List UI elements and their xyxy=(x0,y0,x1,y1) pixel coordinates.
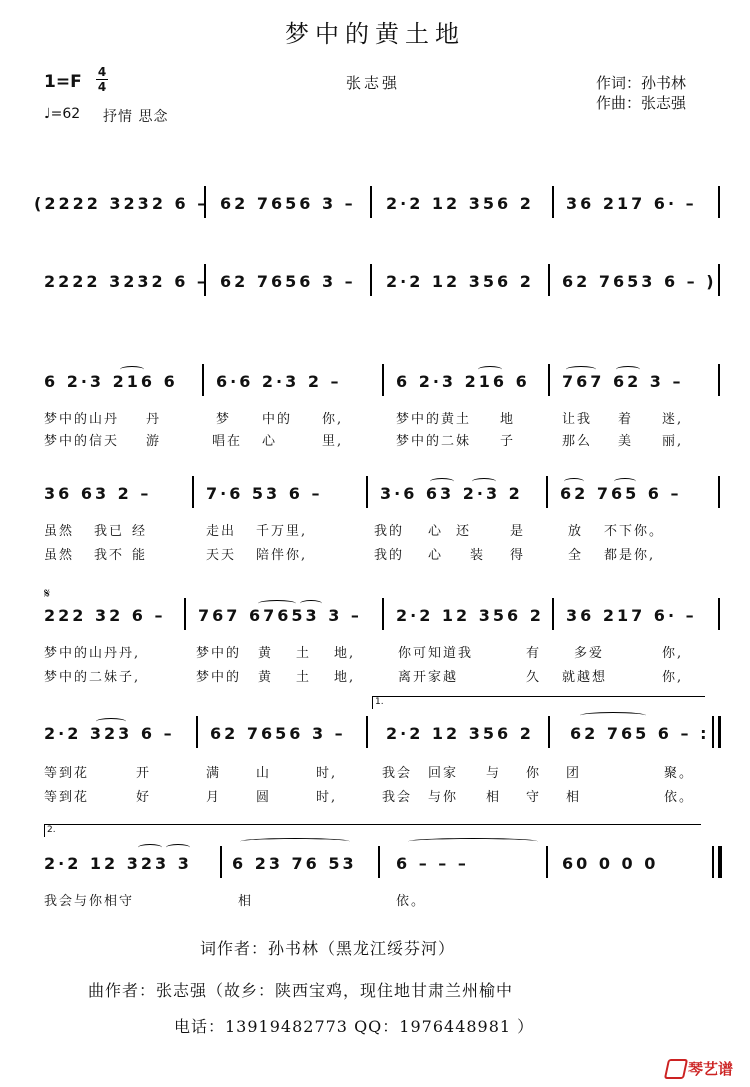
lyric-word: 走出 xyxy=(206,524,237,539)
barline xyxy=(204,186,206,218)
lyric-word: 梦中的二妹 xyxy=(396,434,472,449)
score-row-4 xyxy=(0,476,750,516)
barline xyxy=(718,598,720,630)
barline xyxy=(552,598,554,630)
time-signature xyxy=(96,66,108,93)
lyric-word: 好 xyxy=(136,790,152,805)
measure: 2·2 12 356 2 xyxy=(386,272,534,291)
lyric-word: 梦中的山丹 xyxy=(44,412,120,427)
lyric-word: 心 xyxy=(428,548,444,563)
lyric-word: 等到花 xyxy=(44,766,90,781)
lyric-word: 天天 xyxy=(206,548,237,563)
lyric-word: 得 xyxy=(510,548,526,563)
lyric-word: 虽然 xyxy=(44,524,75,539)
measure: 6 – – – xyxy=(396,854,469,873)
lyric-word: 梦中的山丹丹, xyxy=(44,646,141,661)
measure: 62 7656 3 – xyxy=(210,724,346,743)
lyric-word: 是 xyxy=(510,524,526,539)
barline xyxy=(366,716,368,748)
barline xyxy=(378,846,380,878)
logo-text: 琴艺谱 xyxy=(688,1060,734,1078)
lyric-word: 丽, xyxy=(662,434,684,449)
lyric-word: 地 xyxy=(500,412,516,427)
lyric-word: 丹 xyxy=(146,412,162,427)
measure: 6 2·3 216 6 xyxy=(44,372,178,391)
site-logo xyxy=(666,1057,738,1079)
lyric-word: 装 xyxy=(470,548,486,563)
lyric-word: 千万里, xyxy=(256,524,308,539)
barline xyxy=(546,846,548,878)
lyric-word: 中的 xyxy=(262,412,293,427)
measure: 62 765 6 – xyxy=(560,484,682,503)
slur-mark xyxy=(138,844,162,851)
barline xyxy=(718,846,722,878)
measure: 2222 3232 6 – xyxy=(44,272,208,291)
lyric-word: 回家 xyxy=(428,766,459,781)
lyric-word: 地, xyxy=(334,646,356,661)
lyric-word: 与 xyxy=(486,766,502,781)
measure: 222 32 6 – xyxy=(44,606,166,625)
barline xyxy=(184,598,186,630)
lyric-word: 让我 xyxy=(562,412,593,427)
barline xyxy=(192,476,194,508)
lyric-word: 依。 xyxy=(664,790,695,805)
lyric-word: 依。 xyxy=(396,894,427,909)
lyric-word: 月 xyxy=(206,790,222,805)
lyric-word: 还 xyxy=(456,524,472,539)
lyric-word: 时, xyxy=(316,790,338,805)
lyric-word: 我会 xyxy=(382,790,413,805)
volta-first-ending: 1. xyxy=(372,696,705,709)
measure: 62 7656 3 – xyxy=(220,194,356,213)
barline xyxy=(718,716,721,748)
lyric-word: 土 xyxy=(296,670,312,685)
score-row-3 xyxy=(0,364,750,404)
lyric-word: 唱在 xyxy=(212,434,243,449)
mood-mark: 抒情 思念 xyxy=(103,109,169,125)
lyric-word: 全 xyxy=(568,548,584,563)
lyric-word: 心 xyxy=(262,434,278,449)
barline xyxy=(548,364,550,396)
lyric-word: 美 xyxy=(618,434,634,449)
lyric-word: 里, xyxy=(322,434,344,449)
measure: 62 765 6 – : xyxy=(570,724,710,743)
lyric-word: 久 xyxy=(526,670,542,685)
lyric-word: 有 xyxy=(526,646,542,661)
lyric-word: 你, xyxy=(662,646,684,661)
measure: 2·2 12 323 3 xyxy=(44,854,192,873)
lyric-word: 黄 xyxy=(258,646,274,661)
measure: (2222 3232 6 – xyxy=(34,194,209,213)
lyric-word: 等到花 xyxy=(44,790,90,805)
tempo-mark: ♩=62 xyxy=(44,106,81,122)
score-row-5 xyxy=(0,598,750,638)
score-row-2 xyxy=(0,264,750,304)
composer-info: 曲作者：张志强（故乡：陕西宝鸡，现住地甘肃兰州榆中 xyxy=(88,981,514,1000)
measure: 2·2 12 356 2 xyxy=(386,724,534,743)
lyric-word: 梦中的 xyxy=(196,646,242,661)
lyric-word: 游 xyxy=(146,434,162,449)
barline xyxy=(370,186,372,218)
score-row-7 xyxy=(0,846,750,886)
barline xyxy=(204,264,206,296)
barline xyxy=(366,476,368,508)
lyric-word: 团 xyxy=(566,766,582,781)
barline xyxy=(382,598,384,630)
barline xyxy=(548,716,550,748)
measure: 2·2 323 6 – xyxy=(44,724,175,743)
measure: 36 217 6· – xyxy=(566,194,697,213)
barline xyxy=(196,716,198,748)
lyric-word: 心 xyxy=(428,524,444,539)
lyric-word: 不下你。 xyxy=(604,524,665,539)
measure: 2·2 12 356 2 xyxy=(396,606,544,625)
time-sig-bottom: 4 xyxy=(97,80,107,94)
lyric-word: 梦中的 xyxy=(196,670,242,685)
lyric-word: 时, xyxy=(316,766,338,781)
lyric-word: 黄 xyxy=(258,670,274,685)
lyric-word: 相 xyxy=(238,894,254,909)
lyric-word: 能 xyxy=(132,548,148,563)
lyric-word: 离开家越 xyxy=(398,670,459,685)
measure: 7·6 53 6 – xyxy=(206,484,323,503)
barline xyxy=(202,364,204,396)
measure: 62 7653 6 – ) xyxy=(562,272,717,291)
measure: 767 67653 3 – xyxy=(198,606,362,625)
contact-info: 电话：13919482773 QQ：1976448981 ） xyxy=(174,1017,535,1036)
lyric-word: 迷, xyxy=(662,412,684,427)
volta-second-ending: 2. xyxy=(44,824,701,837)
lyric-word: 陪伴你, xyxy=(256,548,308,563)
lyric-word: 虽然 xyxy=(44,548,75,563)
measure: 6·6 2·3 2 – xyxy=(216,372,342,391)
barline xyxy=(370,264,372,296)
lyric-word: 我的 xyxy=(374,548,405,563)
lyric-word: 梦中的黄土 xyxy=(396,412,472,427)
lyric-word: 相 xyxy=(486,790,502,805)
barline xyxy=(718,476,720,508)
lyric-word: 放 xyxy=(568,524,584,539)
lyric-word: 都是你, xyxy=(604,548,656,563)
song-title: 梦中的黄土地 xyxy=(285,20,465,48)
lyric-word: 满 xyxy=(206,766,222,781)
measure: 62 7656 3 – xyxy=(220,272,356,291)
lyric-word: 经 xyxy=(132,524,148,539)
composer-credit: 作曲：张志强 xyxy=(596,94,687,112)
barline xyxy=(220,846,222,878)
measure: 6 23 76 53 xyxy=(232,854,357,873)
lyric-word: 相 xyxy=(566,790,582,805)
measure: 36 63 2 – xyxy=(44,484,152,503)
lyric-word: 我不 xyxy=(94,548,125,563)
lyricist-info: 词作者：孙书林（黑龙江绥芬河） xyxy=(200,939,456,958)
lyric-word: 开 xyxy=(136,766,152,781)
lyric-word: 圆 xyxy=(256,790,272,805)
measure: 60 0 0 0 xyxy=(562,854,659,873)
barline xyxy=(712,716,714,748)
barline xyxy=(718,364,720,396)
lyric-word: 聚。 xyxy=(664,766,695,781)
lyric-word: 土 xyxy=(296,646,312,661)
score-row-1 xyxy=(0,186,750,226)
measure: 2·2 12 356 2 xyxy=(386,194,534,213)
lyric-word: 我的 xyxy=(374,524,405,539)
measure: 767 62 3 – xyxy=(562,372,684,391)
measure: 3·6 63 2·3 2 xyxy=(380,484,523,503)
slur-mark xyxy=(580,712,646,719)
lyric-word: 子 xyxy=(500,434,516,449)
slur-mark xyxy=(166,844,190,851)
singer: 张志强 xyxy=(346,74,401,92)
time-sig-top: 4 xyxy=(97,65,107,79)
lyric-word: 你可知道我 xyxy=(398,646,474,661)
lyric-word: 梦中的信天 xyxy=(44,434,120,449)
barline xyxy=(546,476,548,508)
score-row-6 xyxy=(0,716,750,756)
slur-mark xyxy=(408,838,538,845)
lyric-word: 那么 xyxy=(562,434,593,449)
measure: 36 217 6· – xyxy=(566,606,697,625)
barline xyxy=(718,264,720,296)
slur-mark xyxy=(240,838,350,845)
segno-sign: 𝄋 xyxy=(44,586,51,602)
barline xyxy=(548,264,550,296)
lyric-word: 你, xyxy=(322,412,344,427)
barline xyxy=(718,186,720,218)
lyric-word: 我会 xyxy=(382,766,413,781)
lyric-word: 我已 xyxy=(94,524,125,539)
lyric-word: 与你 xyxy=(428,790,459,805)
lyric-word: 多爱 xyxy=(574,646,605,661)
lyric-word: 就越想 xyxy=(562,670,608,685)
lyric-word: 你, xyxy=(662,670,684,685)
lyric-word: 梦中的二妹子, xyxy=(44,670,141,685)
lyric-word: 守 xyxy=(526,790,542,805)
lyric-word: 你 xyxy=(526,766,542,781)
lyric-word: 地, xyxy=(334,670,356,685)
barline xyxy=(712,846,714,878)
lyric-word: 山 xyxy=(256,766,272,781)
lyric-word: 梦 xyxy=(216,412,232,427)
key-signature: 1=F xyxy=(44,72,82,92)
lyric-word: 着 xyxy=(618,412,634,427)
barline xyxy=(382,364,384,396)
measure: 6 2·3 216 6 xyxy=(396,372,530,391)
lyricist-credit: 作词：孙书林 xyxy=(596,74,687,92)
logo-mark-icon xyxy=(664,1059,688,1079)
barline xyxy=(552,186,554,218)
lyric-word: 我会与你相守 xyxy=(44,894,135,909)
